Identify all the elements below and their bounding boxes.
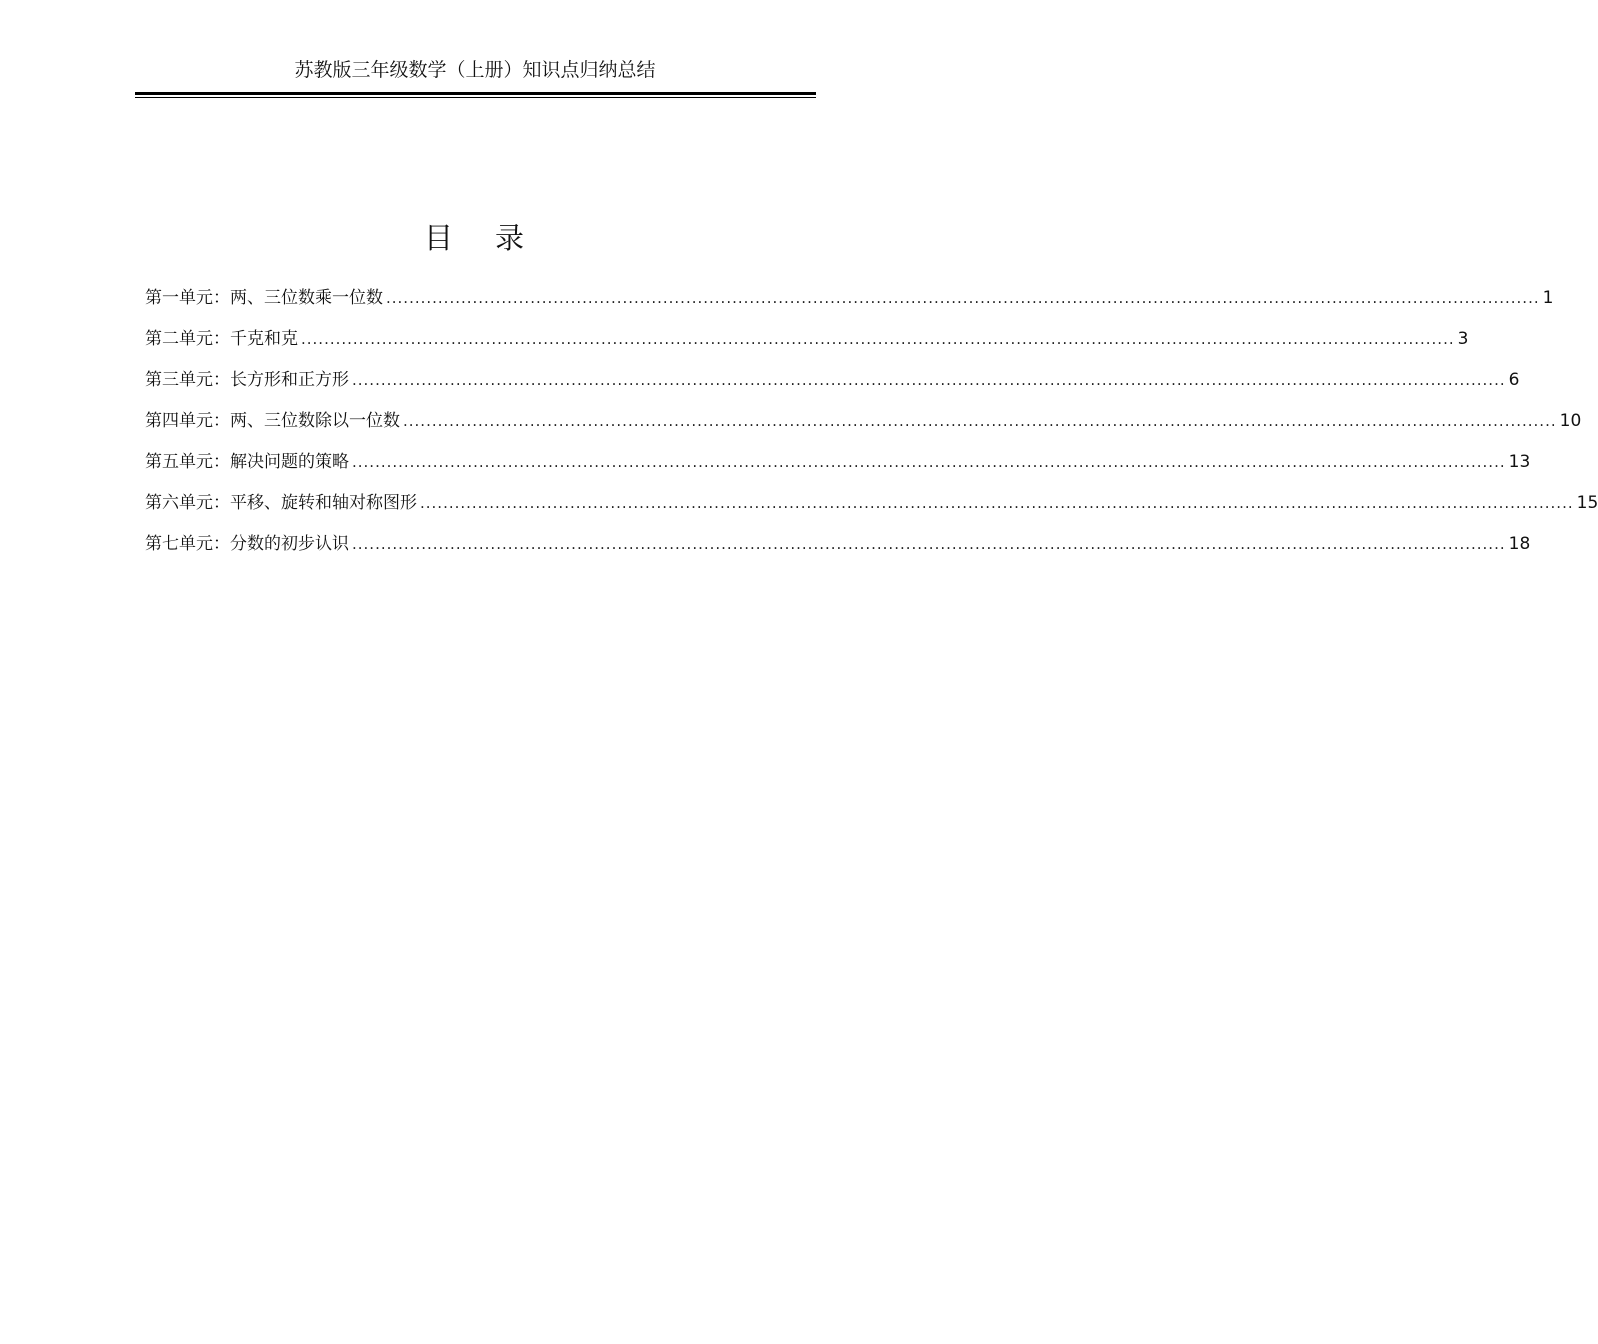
dot-leader: ........................................................................................................................................................................................................ <box>352 453 1506 471</box>
toc-entry-page: 6 <box>1508 370 1520 390</box>
toc-entry-page: 1 <box>1542 288 1554 308</box>
dot-leader: ........................................................................................................................................................................................................ <box>386 289 1540 307</box>
toc-title-char-2: 录 <box>495 221 527 255</box>
toc-entry-page: 15 <box>1576 493 1598 513</box>
header-rule-thin <box>135 97 816 98</box>
toc-entry-page: 10 <box>1559 411 1582 431</box>
toc-entry-unit-1[interactable] <box>145 284 1554 325</box>
toc-entry-page: 18 <box>1508 534 1531 554</box>
toc-entry-unit-7[interactable] <box>145 530 1531 571</box>
toc-list <box>145 284 1598 571</box>
toc-entry-label: 第四单元：两、三位数除以一位数 <box>145 411 400 431</box>
dot-leader: ........................................................................................................................................................................................................ <box>403 412 1557 430</box>
toc-entry-label: 第三单元：长方形和正方形 <box>145 370 349 390</box>
toc-title-char-1: 目 <box>423 221 455 255</box>
toc-entry-unit-5[interactable] <box>145 448 1531 489</box>
toc-entry-label: 第七单元：分数的初步认识 <box>145 534 349 554</box>
toc-entry-unit-4[interactable] <box>145 407 1582 448</box>
running-header: 苏教版三年级数学（上册）知识点归纳总结 <box>294 59 656 81</box>
toc-entry-label: 第六单元：平移、旋转和轴对称图形 <box>145 493 417 513</box>
toc-entry-unit-6[interactable] <box>145 489 1598 530</box>
dot-leader: ........................................................................................................................................................................................................ <box>301 330 1455 348</box>
dot-leader: ........................................................................................................................................................................................................ <box>352 535 1506 553</box>
dot-leader: ........................................................................................................................................................................................................ <box>352 371 1506 389</box>
toc-entry-label: 第二单元：千克和克 <box>145 329 298 349</box>
toc-entry-unit-3[interactable] <box>145 366 1520 407</box>
toc-entry-page: 13 <box>1508 452 1531 472</box>
toc-entry-page: 3 <box>1457 329 1469 349</box>
toc-title <box>0 218 950 258</box>
dot-leader: ........................................................................................................................................................................................................ <box>420 494 1574 512</box>
toc-entry-unit-2[interactable] <box>145 325 1469 366</box>
toc-entry-label: 第一单元：两、三位数乘一位数 <box>145 288 383 308</box>
header-rule-thick <box>135 92 816 95</box>
toc-entry-label: 第五单元：解决问题的策略 <box>145 452 349 472</box>
